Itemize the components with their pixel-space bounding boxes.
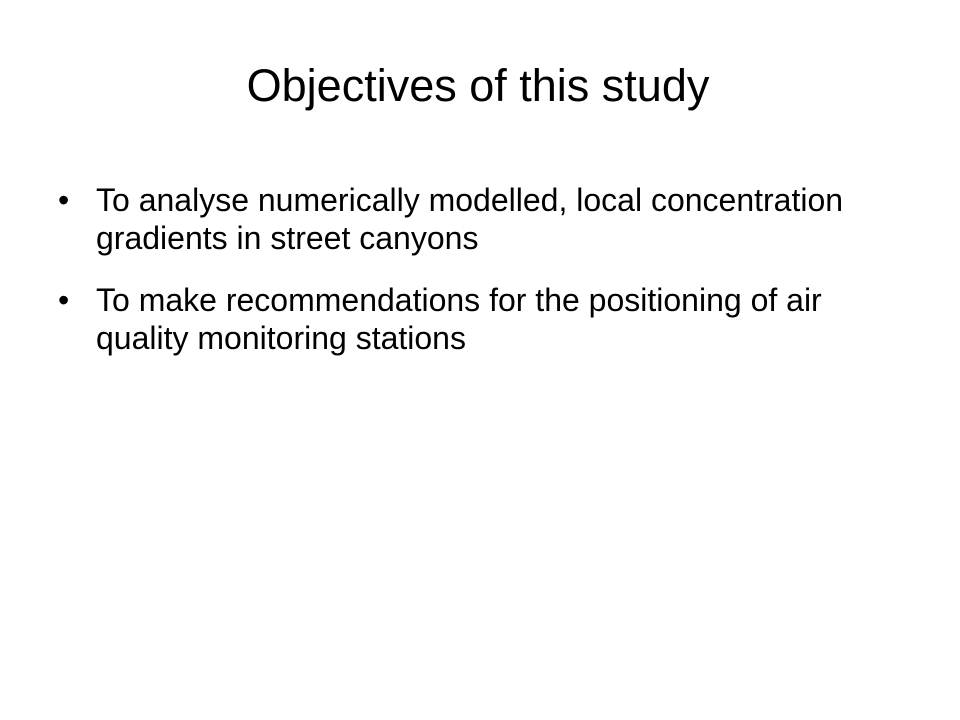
bullet-list [58, 181, 878, 381]
bullet-text: To make recommendations for the positioning of air quality monitoring stations [96, 282, 822, 356]
bullet-item [58, 181, 878, 257]
bullet-icon: • [58, 282, 70, 318]
bullet-item [58, 281, 878, 357]
bullet-text: To analyse numerically modelled, local concentration gradients in street canyons [96, 182, 844, 256]
slide-title: Objectives of this study [246, 60, 710, 111]
bullet-icon: • [58, 182, 70, 218]
